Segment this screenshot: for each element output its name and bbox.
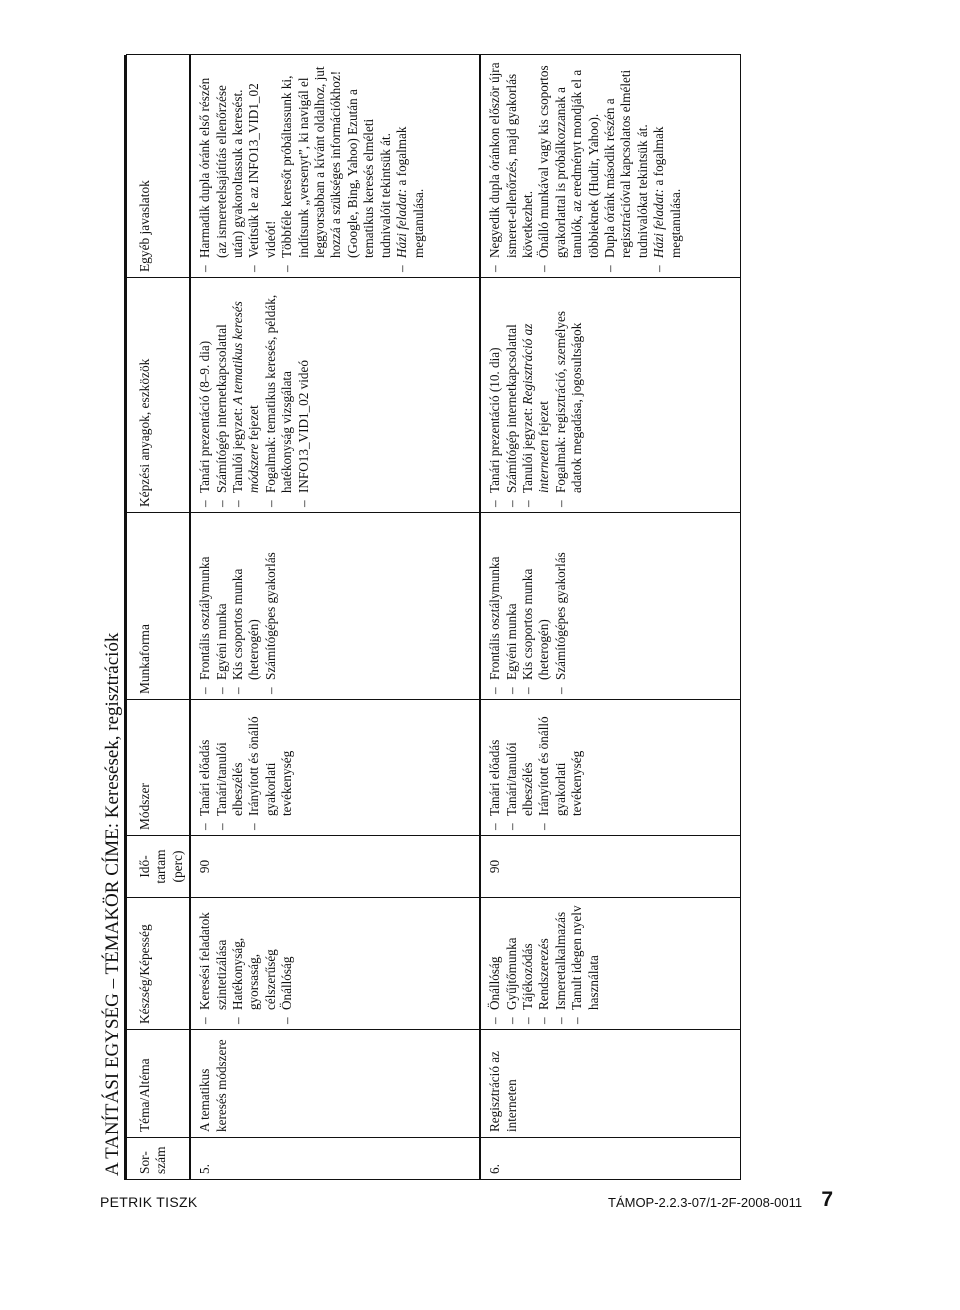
list-item (230, 283, 263, 507)
list-item: – Tájékozódás (520, 903, 536, 1024)
list-item (651, 60, 684, 272)
footer-publisher: PETRIK TISZK (100, 1194, 198, 1210)
text: Tanulói jegyzet: (520, 404, 536, 493)
page-number: 7 (821, 1188, 833, 1211)
list-item: – Hatékonyság, gyorsaság, célszerűség (230, 903, 279, 1024)
header-tema: Téma/Altéma (127, 1030, 191, 1138)
list-item: – Vetítsük le az INFO13_VID1_02 videót! (246, 60, 279, 272)
header-keszseg: Készség/Képesség (127, 898, 191, 1030)
row-keszseg (480, 898, 740, 1030)
list-item: – Egyéni munka (504, 518, 520, 694)
row-number: 5. (190, 1138, 480, 1180)
row-keszseg (190, 898, 480, 1030)
list-item: – Tanári előadás (197, 705, 213, 830)
text: a fogalmak megtanulása. (394, 126, 426, 258)
row-anyagok (480, 278, 740, 513)
row-modszer (190, 700, 480, 836)
row-modszer (480, 700, 740, 836)
row-javaslatok (480, 55, 740, 278)
header-munkaforma: Munkaforma (127, 513, 191, 700)
row-tema: A tematikus keresés módszere (190, 1030, 480, 1138)
list-item: – Tanári/tanulói elbeszélés (504, 705, 537, 830)
list-item: – Tanári előadás (487, 705, 503, 830)
row-tema: Regisztráció az interneten (480, 1030, 740, 1138)
list-item: – Tanári prezentáció (10. dia) (487, 283, 503, 507)
list-item: – Frontális osztálymunka (487, 518, 503, 694)
list-item: – Dupla óránk második részén a regisztrációval kapcsolatos elméleti tudnivalókat tekintsük át. (602, 60, 651, 272)
italic-text: Házi feladat: (394, 188, 410, 258)
list-item: – Tanári/tanulói elbeszélés (214, 705, 247, 830)
list-item: – Irányított és önálló gyakorlati tevékenység (246, 705, 295, 830)
italic-text: A tematikus keresés módszere (230, 301, 262, 493)
italic-text: Házi feladat: (651, 188, 667, 258)
list-item: – Többféle keresőt próbáltassunk ki, indítsunk „versenyt”, ki navigál el leggyorsabban a kívánt oldalhoz, jut hozzá a szükséges információkhoz! (Google, Bing, Yahoo) Ezután a tematikus keresés elméleti tudnivalóit tekintsük át. (279, 60, 394, 272)
list-item: – Számítógép internetkapcsolattal (504, 283, 520, 507)
header-modszer: Módszer (127, 700, 191, 836)
list-item: – Keresési feladatok szintetizálása (197, 903, 230, 1024)
header-javaslatok: Egyéb javaslatok (127, 55, 191, 278)
lesson-table (126, 54, 741, 1180)
list-item: – Tanári prezentáció (8–9. dia) (197, 283, 213, 507)
list-item (520, 283, 553, 507)
text: fejezet (536, 401, 552, 440)
list-item: – Számítógépes gyakorlás (553, 518, 569, 694)
list-item: – Önállóság (487, 903, 503, 1024)
list-item: – Kis csoportos munka (heterogén) (520, 518, 553, 694)
list-item: – Rendszerezés (536, 903, 552, 1024)
header-sorszam: Sor-szám (127, 1138, 191, 1180)
row-anyagok (190, 278, 480, 513)
text: fejezet (246, 405, 262, 444)
list-item: – Kis csoportos munka (heterogén) (230, 518, 263, 694)
italic-text: Regisztráció az interneten (520, 323, 552, 493)
list-item: – Negyedik dupla óránkon először újra ismeret-ellenőrzés, majd gyakorlás következhet. (487, 60, 536, 272)
header-anyagok: Képzési anyagok, eszközök (127, 278, 191, 513)
list-item: – Frontális osztálymunka (197, 518, 213, 694)
row-javaslatok (190, 55, 480, 278)
list-item: – Fogalmak: tematikus keresés, példák, hatékonyság vizsgálata (263, 283, 296, 507)
table-row (480, 55, 740, 1180)
list-item: – Tanult idegen nyelv használata (569, 903, 602, 1024)
list-item: – Önálló munkával vagy kis csoportos gyakorlattal is próbálkozzanak a tanulók, az eredményt mondják el a többieknek (Hudir, Yahoo). (536, 60, 602, 272)
list-item: – Fogalmak: regisztráció, személyes adatok megadása, jogosultságok (553, 283, 586, 507)
list-item: – Ismeretalkalmazás (553, 903, 569, 1024)
rotated-page-content (100, 55, 740, 1180)
page-title: A TANÍTÁSI EGYSÉG – TÉMAKÖR CÍME: Keresések, regisztrációk (100, 55, 126, 1180)
table-header-row (127, 55, 191, 1180)
row-munkaforma (480, 513, 740, 700)
text: Tanulói jegyzet: (230, 404, 246, 493)
list-item: – Irányított és önálló gyakorlati tevékenység (536, 705, 585, 830)
list-item: – Számítógépes gyakorlás (263, 518, 279, 694)
list-item: – Számítógép internetkapcsolattal (214, 283, 230, 507)
row-idotartam: 90 (480, 836, 740, 898)
list-item (394, 60, 427, 272)
table-row (190, 55, 480, 1180)
list-item: – Harmadik dupla óránk első részén (az ismeretelsajátítás ellenőrzése után) gyakoroltassuk a keresést. (197, 60, 246, 272)
list-item: – Egyéni munka (214, 518, 230, 694)
row-idotartam: 90 (190, 836, 480, 898)
row-munkaforma (190, 513, 480, 700)
header-idotartam: Idő-tartam (perc) (127, 836, 191, 898)
row-number: 6. (480, 1138, 740, 1180)
text: a fogalmak megtanulása. (651, 126, 683, 258)
list-item: – Gyűjtőmunka (504, 903, 520, 1024)
footer-project-code: TÁMOP-2.2.3-07/1-2F-2008-0011 (608, 1195, 803, 1210)
list-item: – Önállóság (279, 903, 295, 1024)
list-item: – INFO13_VID1_02 videó (296, 283, 312, 507)
